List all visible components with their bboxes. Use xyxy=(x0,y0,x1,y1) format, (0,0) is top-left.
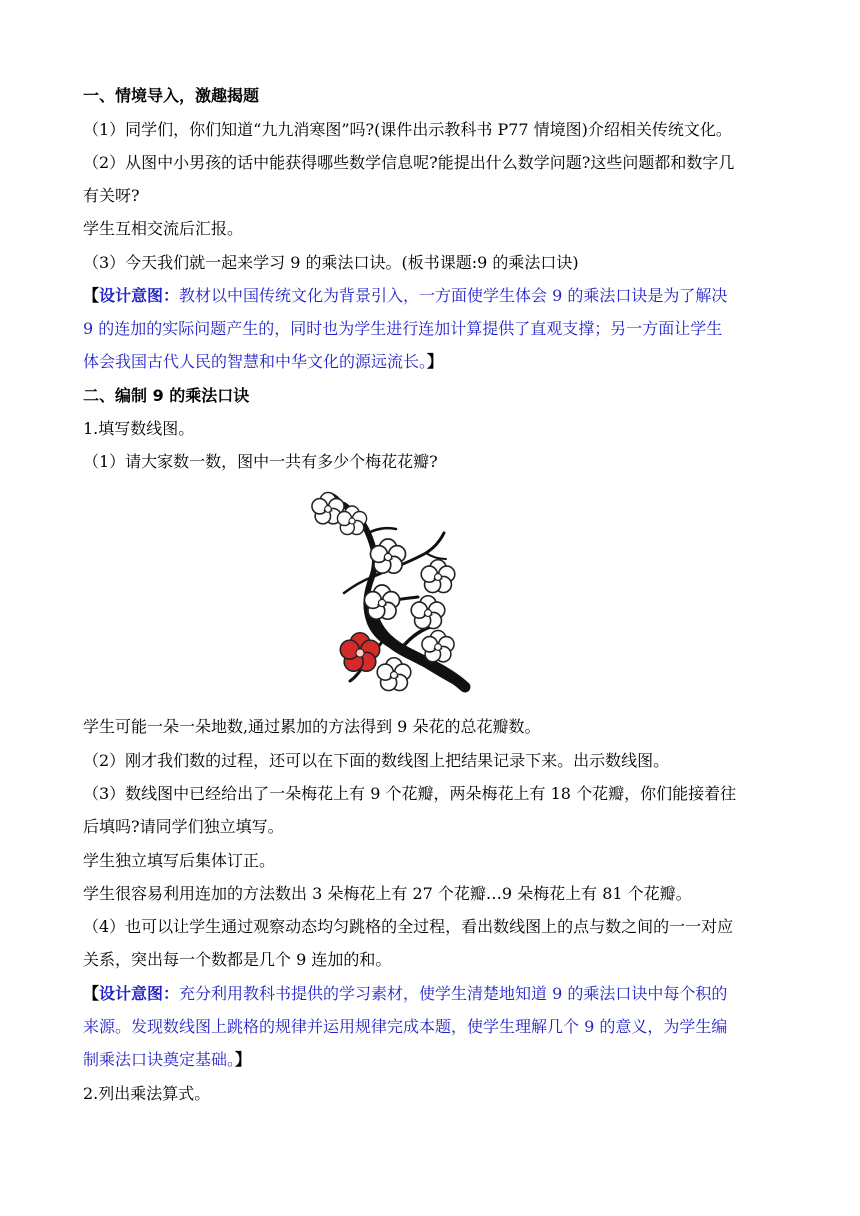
paragraph-after-figure: 学生可能一朵一朵地数,通过累加的方法得到 9 朵花的总花瓣数。 xyxy=(83,717,541,736)
design-intent-2-line-2: 来源。发现数线图上跳格的规律并运用规律完成本题，使学生理解几个 9 的意义，为学生编 xyxy=(83,1017,728,1036)
design-intent-2-line-1 xyxy=(83,984,727,1004)
question-3-line-1: （3）数线图中已经给出了一朵梅花上有 9 个花瓣，两朵梅花上有 18 个花瓣，你们能接着往 xyxy=(83,784,737,803)
design-intent-1-line-3 xyxy=(83,352,443,372)
question-1: （1）请大家数一数，图中一共有多少个梅花花瓣? xyxy=(83,452,438,471)
plum-blossom-illustration xyxy=(300,485,480,707)
subsection-2: 2.列出乘法算式。 xyxy=(83,1084,211,1103)
design-intent-1-line-1 xyxy=(83,286,727,306)
section-heading-1: 一、情境导入，激趣揭题 xyxy=(83,86,260,105)
section-heading-2: 二、编制 9 的乘法口诀 xyxy=(83,386,250,405)
paragraph-3: 学生互相交流后汇报。 xyxy=(83,219,244,238)
design-text: 体会我国古代人民的智慧和中华文化的源远流长。 xyxy=(83,352,428,371)
subsection-1: 1.填写数线图。 xyxy=(83,419,195,438)
question-3-line-2: 后填吗?请同学们独立填写。 xyxy=(83,817,284,836)
design-intent-1-line-2: 9 的连加的实际问题产生的，同时也为学生进行连加计算提供了直观支撑；另一方面让学生 xyxy=(83,319,723,338)
question-2: （2）刚才我们数的过程，还可以在下面的数线图上把结果记录下来。出示数线图。 xyxy=(83,751,670,770)
design-close-bracket: 】 xyxy=(427,352,444,371)
paragraph-2-line-2: 有关呀? xyxy=(83,186,140,205)
design-open-bracket: 【 xyxy=(83,984,100,1003)
design-label: 设计意图： xyxy=(99,286,180,305)
paragraph-4: （3）今天我们就一起来学习 9 的乘法口诀。(板书课题:9 的乘法口诀) xyxy=(83,253,579,272)
question-4-line-1: （4）也可以让学生通过观察动态均匀跳格的全过程，看出数线图上的点与数之间的一一对应 xyxy=(83,917,734,936)
design-label: 设计意图： xyxy=(99,984,180,1003)
design-text: 教材以中国传统文化为背景引入，一方面使学生体会 9 的乘法口诀是为了解决 xyxy=(179,286,728,305)
paragraph-2-line-1: （2）从图中小男孩的话中能获得哪些数学信息呢?能提出什么数学问题?这些问题都和数字几 xyxy=(83,153,735,172)
design-text: 制乘法口诀奠定基础。 xyxy=(83,1050,236,1069)
question-4-line-2: 关系，突出每一个数都是几个 9 连加的和。 xyxy=(83,950,392,969)
design-intent-2-line-3 xyxy=(83,1050,251,1070)
design-text: 充分利用教科书提供的学习素材，使学生清楚地知道 9 的乘法口诀中每个积的 xyxy=(179,984,728,1003)
paragraph-check: 学生独立填写后集体订正。 xyxy=(83,851,276,870)
design-close-bracket: 】 xyxy=(235,1050,252,1069)
paragraph-1: （1）同学们，你们知道“九九消寒图”吗?(课件出示教科书 P77 情境图)介绍相关传统文化。 xyxy=(83,120,732,139)
paragraph-easy: 学生很容易利用连加的方法数出 3 朵梅花上有 27 个花瓣…9 朵梅花上有 81 个花瓣。 xyxy=(83,884,692,903)
design-open-bracket: 【 xyxy=(83,286,100,305)
